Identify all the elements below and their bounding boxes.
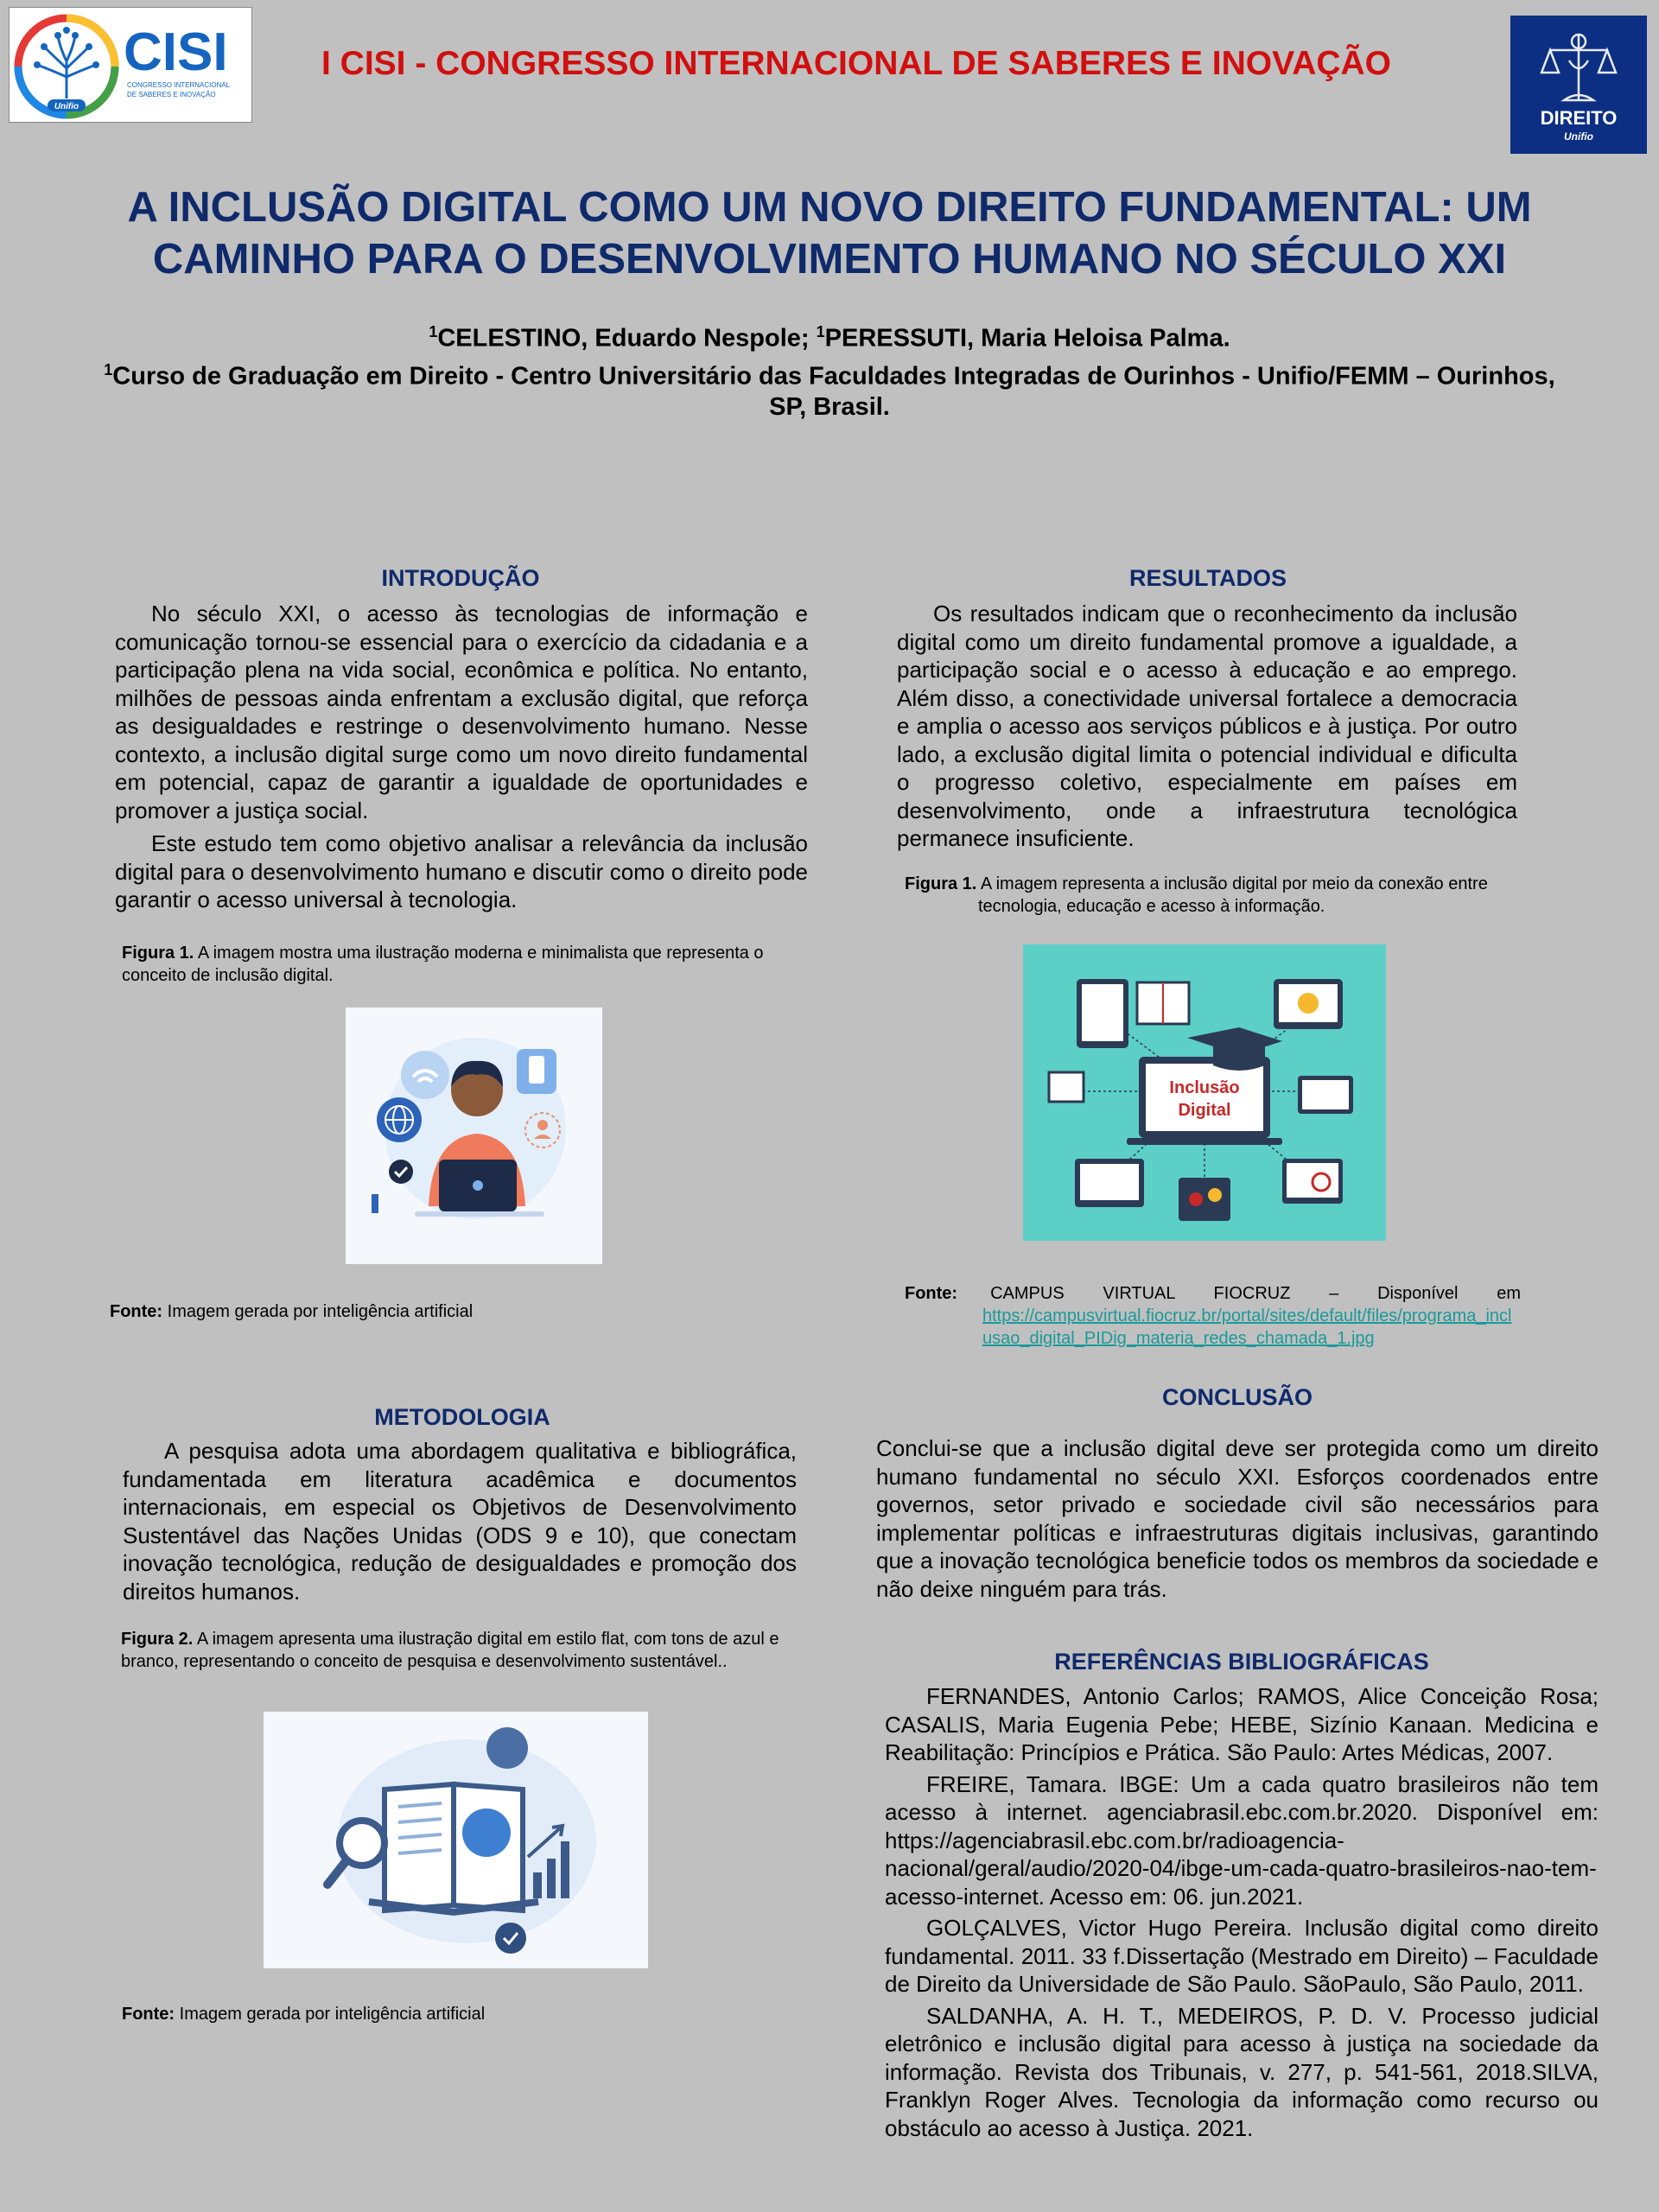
reference-item: FERNANDES, Antonio Carlos; RAMOS, Alice Conceição Rosa; CASALIS, Maria Eugenia Pebe; HEBE, Sizínio Kanaan. Medicina e Reabilitação: Princípios e Prática. São Paulo: Artes Médicas, 2007. <box>885 1683 1599 1765</box>
metodologia-heading: METODOLOGIA <box>374 1404 550 1430</box>
title-line-2: CAMINHO PARA O DESENVOLVIMENTO HUMANO NO SÉCULO XXI <box>152 236 1507 283</box>
figure-1-left-image <box>346 1007 602 1264</box>
resultados-p1: Os resultados indicam que o reconhecimento da inclusão digital como um direito fundamental promove a igualdade, a participação social e o acesso à educação e ao emprego. Além disso, a conectividade universal fortalece a democracia e amplia o acesso aos serviços públicos e à justiça. Por outro lado, a exclusão digital limita o potencial individual e dificulta o progresso coletivo, especialmente em países em desenvolvimento, onde a infraestrutura tecnológica permanece insuficiente. <box>897 601 1517 851</box>
authors-block <box>86 316 1573 423</box>
svg-text:Digital: Digital <box>1178 1101 1231 1120</box>
person-laptop-illustration <box>346 1007 602 1264</box>
svg-text:Unifio: Unifio <box>1564 130 1593 143</box>
svg-text:Inclusão: Inclusão <box>1169 1078 1240 1097</box>
inclusao-digital-illustration <box>1023 944 1386 1241</box>
svg-text:CONGRESSO INTERNACIONAL: CONGRESSO INTERNACIONAL <box>127 81 231 89</box>
author-list: $^1$CELESTINO, Eduardo Nespole; $^1$PERESSUTI, Maria Heloisa Palma. <box>429 323 1230 353</box>
conclusao-p1: Conclui-se que a inclusão digital deve ser protegida como um direito humano fundamental no século XXI. Esforços coordenados entre governos, setor privado e sociedade civil são necessários para implementar políticas e infraestruturas digitais inclusivas, garantindo que a inovação tecnológica beneficie todos os membros da sociedade e não deixe ninguém para trás. <box>876 1435 1599 1602</box>
figure-1-right-image <box>1023 944 1386 1241</box>
referencias-heading: REFERÊNCIAS BIBLIOGRÁFICAS <box>1054 1649 1429 1675</box>
introducao-text <box>115 600 808 919</box>
reference-item: GOLÇALVES, Victor Hugo Pereira. Inclusão digital como direito fundamental. 2011. 33 f.Dissertação (Mestrado em Direito) – Faculdade de Direito da Universidade de São Paulo. SãoPaulo, São Paulo, 2011. <box>885 1915 1599 1997</box>
direito-logo <box>1510 16 1647 154</box>
svg-text:Unifio: Unifio <box>54 102 79 111</box>
research-book-illustration <box>264 1712 648 1968</box>
conclusao-heading: CONCLUSÃO <box>1162 1384 1313 1410</box>
reference-item: FREIRE, Tamara. IBGE: Um a cada quatro brasileiros não tem acesso à internet. agenciabrasil.ebc.com.br.2020. Disponível em: https://agenciabrasil.ebc.com.br/radioagencia-nacional/geral/audio/2020-04/ibge-um-cada-quatro-brasileiros-nao-tem-acesso-internet. Acesso em: 06. jun.2021. <box>885 1770 1599 1910</box>
resultados-figure-caption: Figura 1. A imagem representa a inclusão digital por meio da conexão entre tecnologia, educação e acesso à informação. <box>905 874 1488 916</box>
title-line-1: A INCLUSÃO DIGITAL COMO UM NOVO DIREITO FUNDAMENTAL: UM <box>127 184 1532 231</box>
conference-title: I CISI - CONGRESSO INTERNACIONAL DE SABERES E INOVAÇÃO <box>321 45 1392 82</box>
poster-title <box>52 181 1607 285</box>
metodologia-text <box>123 1437 797 1611</box>
introducao-p2: Este estudo tem como objetivo analisar a relevância da inclusão digital para o desenvolvimento humano e discutir como o direito pode garantir o acesso universal à tecnologia. <box>115 830 808 912</box>
figure-2-image <box>264 1712 648 1968</box>
introducao-p1: No século XXI, o acesso às tecnologias de informação e comunicação tornou-se essencial para o exercício da cidadania e a participação plena na vida social, econômica e política. No entanto, milhões de pessoas ainda enfrentam a exclusão digital, que reforça as desigualdades e restringe o desenvolvimento humano. Nesse contexto, a inclusão digital surge como um novo direito fundamental em potencial, capaz de garantir a igualdade de oportunidades e promover a justiça social. <box>115 601 808 823</box>
introducao-figure-caption: Figura 1. A imagem mostra uma ilustração moderna e minimalista que representa o conceito de inclusão digital. <box>122 944 764 985</box>
affiliation: $^1$Curso de Graduação em Direito - Centro Universitário das Faculdades Integradas de Ourinhos - Unifio/FEMM – Ourinhos, SP, Brasil. <box>104 360 1555 422</box>
introducao-source: Fonte: Imagem gerada por inteligência artificial <box>110 1302 474 1321</box>
metodologia-source: Fonte: Imagem gerada por inteligência artificial <box>122 2005 486 2024</box>
svg-text:DE SABERES E INOVAÇÃO: DE SABERES E INOVAÇÃO <box>127 91 216 99</box>
svg-text:DIREITO: DIREITO <box>1540 107 1618 129</box>
resultados-source-link-wrap <box>905 1305 1521 1350</box>
reference-item: SALDANHA, A. H. T., MEDEIROS, P. D. V. Processo judicial eletrônico e inclusão digital para acesso à justiça na sociedade da informação. Revista dos Tribunais, v. 277, p. 541-561, 2018.SILVA, Franklyn Roger Alves. Tecnologia da informação como recurso ou obstáculo ao acesso à Justiça. 2021. <box>885 2002 1599 2141</box>
cisi-logo <box>9 7 252 123</box>
source-link[interactable]: https://campusvirtual.fiocruz.br/portal/sites/default/files/programa_inclusao_digital_PIDig_materia_redes_chamada_1.jpg <box>982 1306 1512 1348</box>
introducao-heading: INTRODUÇÃO <box>381 565 540 591</box>
svg-text:CISI: CISI <box>124 22 228 82</box>
conclusao-text <box>876 1434 1599 1608</box>
resultados-source <box>905 1282 1521 1350</box>
metodologia-figure-caption: Figura 2. A imagem apresenta uma ilustração digital em estilo flat, com tons de azul e branco, representando o conceito de pesquisa e desenvolvimento sustentável.. <box>121 1630 779 1671</box>
cisi-logo-graphic <box>10 8 251 122</box>
referencias-list <box>885 1682 1599 2145</box>
resultados-heading: RESULTADOS <box>1129 565 1287 591</box>
resultados-text <box>897 600 1517 858</box>
metodologia-p1: A pesquisa adota uma abordagem qualitativa e bibliográfica, fundamentada em literatura acadêmica e documentos internacionais, em especial os Objetivos de Desenvolvimento Sustentável das Nações Unidas (ODS 9 e 10), que conectam inovação tecnológica, redução de desigualdades e promoção dos direitos humanos. <box>123 1438 797 1605</box>
justice-icon <box>1510 16 1647 154</box>
resultados-source-line: Fonte: CAMPUS VIRTUAL FIOCRUZ – Disponível em <box>905 1284 1521 1303</box>
